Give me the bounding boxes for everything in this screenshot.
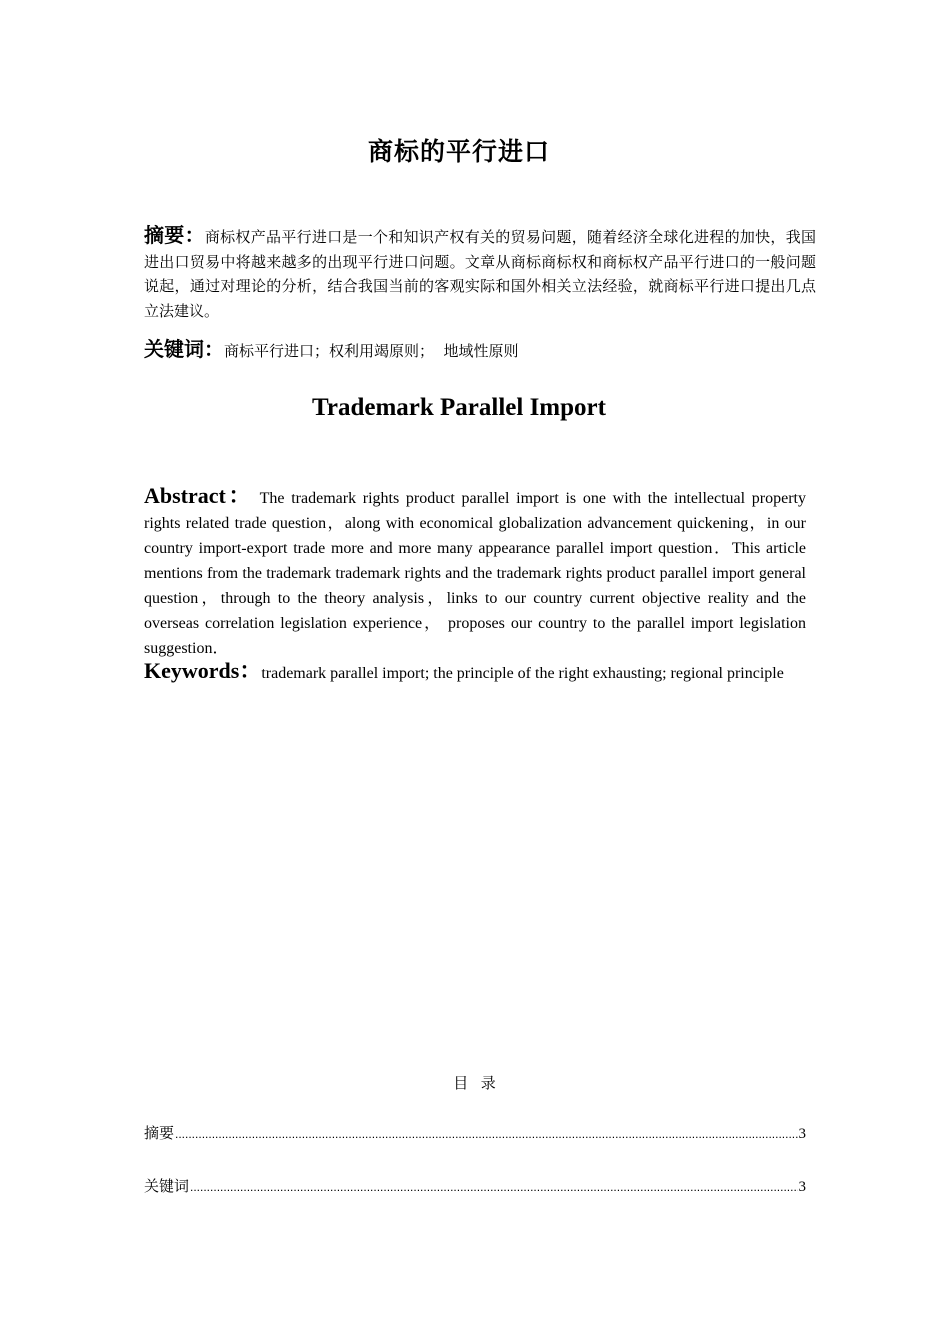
english-keywords [144,656,844,689]
toc-page-number: 3 [798,1179,806,1195]
chinese-keywords [144,335,816,365]
chinese-abstract-label: 摘要： [144,223,205,247]
chinese-abstract-text: 商标权产品平行进口是一个和知识产权有关的贸易问题，随着经济全球化进程的加快，我国进出口贸易中将越来越多的出现平行进口问题。文章从商标商标权和商标权产品平行进口的一般问题说起，通过对理论的分析，结合我国当前的客观实际和国外相关立法经验，就商标平行进口提出几点立法建议。 [144,228,816,320]
english-keywords-text: trademark parallel import; the principle of the right exhausting; regional principle [261,665,784,682]
toc-entry-keywords[interactable] [144,1176,806,1197]
toc-title: 目 录 [453,1074,497,1092]
chinese-abstract [144,223,816,323]
toc-entry-abstract[interactable] [144,1123,806,1144]
toc-page-number: 3 [798,1126,806,1142]
toc-leader-dots [175,1124,797,1144]
toc-entry-label: 摘要 [144,1124,175,1142]
english-title: Trademark Parallel Import [312,394,606,421]
chinese-keywords-text: 商标平行进口；权利用竭原则； 地域性原则 [224,342,519,360]
english-abstract-text: The trademark rights product parallel import is one with the intellectual property rights related trade question，along with economical globalization advancement quickening，in our country import-export trade more and more many appearance parallel import question．This article mentions from the trademark trademark rights and the trademark rights product parallel import general question，through to the theory analysis，links to our country current objective reality and the overseas correlation legislation experience， proposes our country to the parallel import legislation suggestion． [144,490,806,657]
toc-entry-label: 关键词 [144,1177,190,1195]
chinese-keywords-label: 关键词： [144,337,224,361]
toc-leader-dots [190,1177,797,1197]
chinese-title: 商标的平行进口 [367,137,550,166]
english-abstract [144,483,806,661]
english-abstract-label: Abstract： [144,483,254,508]
english-keywords-label: Keywords： [144,658,262,683]
